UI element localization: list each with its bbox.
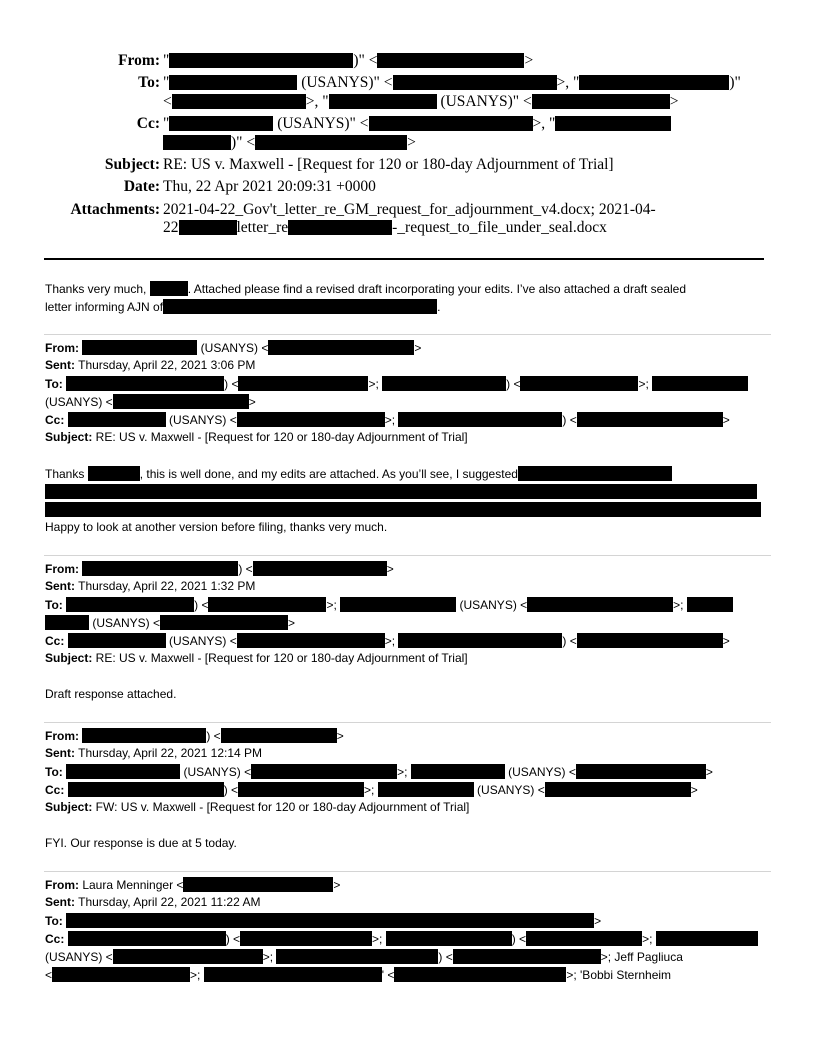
redaction	[386, 931, 512, 946]
redaction	[579, 75, 729, 90]
redaction	[545, 782, 691, 797]
redaction	[52, 967, 190, 982]
redaction	[179, 220, 237, 235]
reply-body-line-1: Thanks very much, . Attached please find a revised draft incorporating your edits. I’ve also attached a draft sealed	[45, 282, 687, 296]
redaction	[518, 466, 672, 481]
redaction	[656, 931, 758, 946]
redaction	[68, 412, 166, 427]
redaction	[183, 877, 333, 892]
redaction	[394, 967, 566, 982]
redaction	[45, 502, 761, 517]
redaction	[526, 931, 642, 946]
redaction	[88, 466, 140, 481]
redaction	[150, 281, 188, 296]
redaction	[340, 597, 456, 612]
redaction	[255, 135, 407, 150]
redaction	[268, 340, 414, 355]
redaction	[520, 376, 638, 391]
redaction	[68, 931, 226, 946]
date-label: Date:	[123, 178, 160, 195]
attachment-link[interactable]: 22 letter_re -_request_to_file_under_seal.docx	[163, 219, 607, 236]
redaction	[453, 949, 601, 964]
redaction	[577, 412, 723, 427]
redaction	[288, 220, 392, 235]
redaction	[251, 764, 397, 779]
redaction	[66, 376, 224, 391]
redaction	[45, 484, 757, 499]
redaction	[576, 764, 706, 779]
header-from-row	[0, 52, 816, 74]
attachment-link[interactable]: 2021-04-22_Gov't_letter_re_GM_request_for_adjournment_v4.docx; 2021-04-	[163, 201, 656, 218]
redaction	[169, 116, 273, 131]
to-value: " (USANYS)" < >, " )"	[163, 74, 741, 91]
cc-label: Cc:	[136, 115, 160, 132]
redaction	[253, 561, 387, 576]
redaction	[398, 633, 562, 648]
message-divider	[44, 722, 771, 723]
to-label: To:	[138, 74, 160, 91]
redaction	[398, 412, 562, 427]
redaction	[687, 597, 733, 612]
message-divider	[44, 871, 771, 872]
header-to-row-2: < >, " (USANYS)" < >	[163, 93, 679, 110]
redaction	[577, 633, 723, 648]
redaction	[169, 53, 353, 68]
redaction	[393, 75, 557, 90]
date-value: Thu, 22 Apr 2021 20:09:31 +0000	[163, 178, 376, 195]
redaction	[113, 394, 249, 409]
subject-value: RE: US v. Maxwell - [Request for 120 or 180-day Adjournment of Trial]	[163, 156, 614, 173]
redaction	[276, 949, 438, 964]
redaction	[169, 75, 297, 90]
header-divider	[44, 258, 764, 260]
redaction	[237, 633, 385, 648]
header-attachments-row-2	[0, 219, 816, 241]
redaction	[163, 135, 231, 150]
header-cc-row-2: )" < >	[0, 134, 816, 156]
redaction	[204, 967, 382, 982]
redaction	[329, 94, 437, 109]
redaction	[82, 340, 197, 355]
redaction	[82, 561, 238, 576]
message-divider	[44, 555, 771, 556]
redaction	[652, 376, 748, 391]
redaction	[532, 94, 670, 109]
redaction	[221, 728, 337, 743]
redaction	[237, 412, 385, 427]
from-value: " )" < >	[163, 52, 534, 69]
redaction	[45, 615, 89, 630]
redaction	[66, 913, 594, 928]
redaction	[377, 53, 524, 68]
attachments-label: Attachments:	[70, 201, 160, 218]
redaction	[238, 376, 368, 391]
redaction	[113, 949, 263, 964]
redaction	[160, 615, 288, 630]
header-date-row	[0, 178, 816, 200]
redaction	[411, 764, 505, 779]
redaction	[208, 597, 326, 612]
redaction	[66, 597, 194, 612]
redaction	[172, 94, 306, 109]
cc-value: " (USANYS)" < >, "	[163, 115, 671, 133]
redaction	[66, 764, 180, 779]
redaction	[555, 116, 671, 131]
redaction	[369, 116, 533, 131]
reply-body-line-2: letter informing AJN of .	[45, 300, 441, 314]
redaction	[68, 782, 224, 797]
from-label: From:	[118, 52, 160, 69]
redaction	[382, 376, 506, 391]
redaction	[527, 597, 673, 612]
redaction	[82, 728, 206, 743]
redaction	[240, 931, 372, 946]
subject-label: Subject:	[104, 156, 160, 173]
redaction	[163, 299, 437, 314]
redaction	[378, 782, 474, 797]
message-divider	[44, 334, 771, 335]
header-subject-row	[0, 156, 816, 178]
redaction	[68, 633, 166, 648]
redaction	[238, 782, 364, 797]
